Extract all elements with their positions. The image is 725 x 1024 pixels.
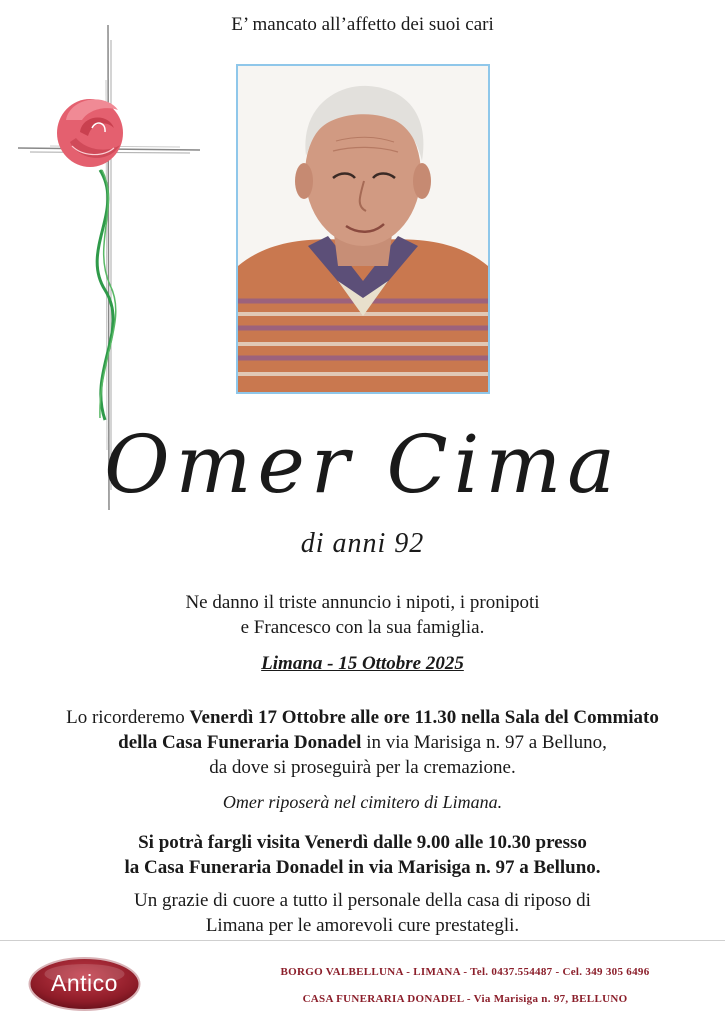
thanks-line-2: Limana per le amorevoli cure prestategli.	[205, 915, 520, 936]
announcement-line-1: Ne danno il triste annuncio i nipoti, i pronipoti	[185, 592, 540, 613]
thanks-note	[0, 888, 725, 938]
announcement-line-2: e Francesco con la sua famiglia.	[240, 617, 485, 638]
visitation-info	[0, 830, 725, 880]
footer-divider	[0, 940, 725, 941]
ceremony-line-1-intro: Lo ricorderemo	[66, 707, 190, 728]
footer-contact-line: BORGO VALBELLUNA - LIMANA - Tel. 0437.554487 - Cel. 349 305 6496	[280, 966, 650, 978]
intro-text: E’ mancato all’affetto dei suoi cari	[231, 14, 494, 35]
visitation-line-2: la Casa Funeraria Donadel in via Marisiga n. 97 a Belluno.	[124, 857, 601, 878]
place-date-text: Limana - 15 Ottobre 2025	[261, 653, 464, 674]
announcement	[0, 590, 725, 640]
ceremony-address: in via Marisiga n. 97 a Belluno,	[361, 732, 607, 753]
ceremony-date-time: Venerdì 17 Ottobre alle ore 11.30 nella Sala del Commiato	[189, 707, 659, 728]
ceremony-line-3: da dove si proseguirà per la cremazione.	[209, 757, 516, 778]
ceremony-venue: della Casa Funeraria Donadel	[118, 732, 362, 753]
deceased-age: di anni 92	[300, 528, 425, 559]
ceremony-details	[0, 705, 725, 780]
antico-logo-text: Antico	[51, 970, 118, 996]
footer-address-line: CASA FUNERARIA DONADEL - Via Marisiga n. 97, BELLUNO	[302, 993, 628, 1005]
portrait-photo	[236, 64, 490, 394]
thanks-line-1: Un grazie di cuore a tutto il personale della casa di riposo di	[134, 890, 591, 911]
burial-note: Omer riposerà nel cimitero di Limana.	[222, 792, 503, 812]
ceremony-line-2	[0, 730, 725, 755]
ceremony-line-1	[0, 705, 725, 730]
visitation-line-1: Si potrà fargli visita Venerdì dalle 9.00 alle 10.30 presso	[138, 832, 587, 853]
deceased-name: Omer Cima	[104, 418, 621, 511]
place-date	[0, 653, 725, 675]
